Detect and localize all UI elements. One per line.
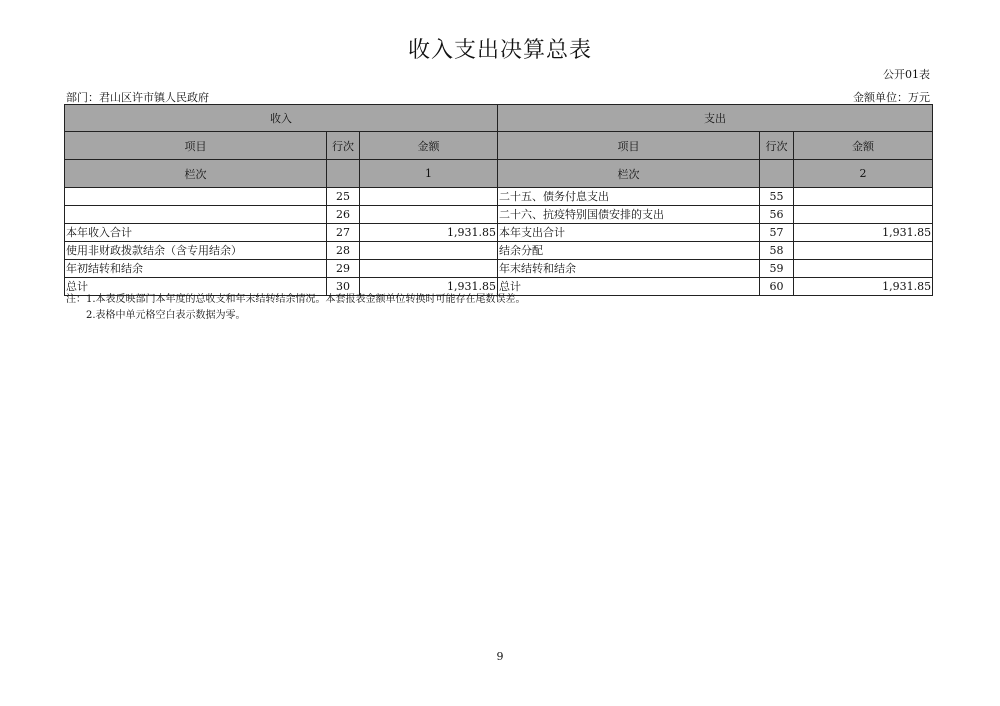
expense-amount-cell <box>794 188 933 206</box>
income-item-cell: 年初结转和结余 <box>65 260 327 278</box>
expense-amount-cell: 1,931.85 <box>794 278 933 296</box>
expense-line-cell: 59 <box>760 260 794 278</box>
expense-line-header: 行次 <box>760 132 794 160</box>
income-line-blank <box>327 160 360 188</box>
income-column-no: 1 <box>360 160 498 188</box>
income-section-header: 收入 <box>65 105 498 132</box>
income-item-header: 项目 <box>65 132 327 160</box>
expense-column-no: 2 <box>794 160 933 188</box>
expense-item-cell: 二十五、债务付息支出 <box>498 188 760 206</box>
form-number: 公开01表 <box>883 68 930 81</box>
income-item-cell <box>65 188 327 206</box>
income-amount-cell: 1,931.85 <box>360 224 498 242</box>
income-line-cell: 29 <box>327 260 360 278</box>
amount-unit-label: 金额单位：万元 <box>853 91 930 104</box>
expense-item-cell: 结余分配 <box>498 242 760 260</box>
income-expense-table <box>64 104 933 296</box>
section-header-row <box>65 105 933 132</box>
column-header-row <box>65 132 933 160</box>
income-line-cell: 27 <box>327 224 360 242</box>
report-title: 收入支出决算总表 <box>407 38 592 63</box>
expense-line-blank <box>760 160 794 188</box>
table-row <box>65 206 933 224</box>
expense-line-cell: 56 <box>760 206 794 224</box>
income-item-cell <box>65 206 327 224</box>
table-row <box>65 224 933 242</box>
income-amount-cell <box>360 206 498 224</box>
income-item-cell: 本年收入合计 <box>65 224 327 242</box>
note-line: 注：1.本表反映部门本年度的总收支和年末结转结余情况。本套报表金额单位转换时可能存在尾数误差。 <box>66 294 526 305</box>
expense-amount-header: 金额 <box>794 132 933 160</box>
expense-amount-cell <box>794 206 933 224</box>
table-row <box>65 260 933 278</box>
income-amount-cell <box>360 260 498 278</box>
expense-amount-cell <box>794 260 933 278</box>
page-number: 9 <box>496 650 504 663</box>
income-line-cell: 30 <box>327 278 360 296</box>
table-row <box>65 242 933 260</box>
income-line-cell: 28 <box>327 242 360 260</box>
income-item-cell: 使用非财政拨款结余（含专用结余） <box>65 242 327 260</box>
table-notes <box>66 292 526 324</box>
expense-line-cell: 60 <box>760 278 794 296</box>
expense-column-no-label: 栏次 <box>498 160 760 188</box>
expense-item-cell: 二十六、抗疫特别国债安排的支出 <box>498 206 760 224</box>
expense-item-cell: 年末结转和结余 <box>498 260 760 278</box>
income-amount-cell <box>360 188 498 206</box>
income-line-header: 行次 <box>327 132 360 160</box>
income-item-cell: 总计 <box>65 278 327 296</box>
expense-line-cell: 57 <box>760 224 794 242</box>
expense-section-header: 支出 <box>498 105 933 132</box>
table-row <box>65 188 933 206</box>
expense-line-cell: 58 <box>760 242 794 260</box>
expense-amount-cell <box>794 242 933 260</box>
income-line-cell: 25 <box>327 188 360 206</box>
expense-line-cell: 55 <box>760 188 794 206</box>
income-amount-header: 金额 <box>360 132 498 160</box>
column-number-row <box>65 160 933 188</box>
income-amount-cell <box>360 242 498 260</box>
income-column-no-label: 栏次 <box>65 160 327 188</box>
expense-amount-cell: 1,931.85 <box>794 224 933 242</box>
expense-item-header: 项目 <box>498 132 760 160</box>
expense-item-cell: 总计 <box>498 278 760 296</box>
income-amount-cell: 1,931.85 <box>360 278 498 296</box>
note-line: 2.表格中单元格空白表示数据为零。 <box>86 310 246 321</box>
income-line-cell: 26 <box>327 206 360 224</box>
expense-item-cell: 本年支出合计 <box>498 224 760 242</box>
department-label: 部门：君山区许市镇人民政府 <box>66 91 209 104</box>
